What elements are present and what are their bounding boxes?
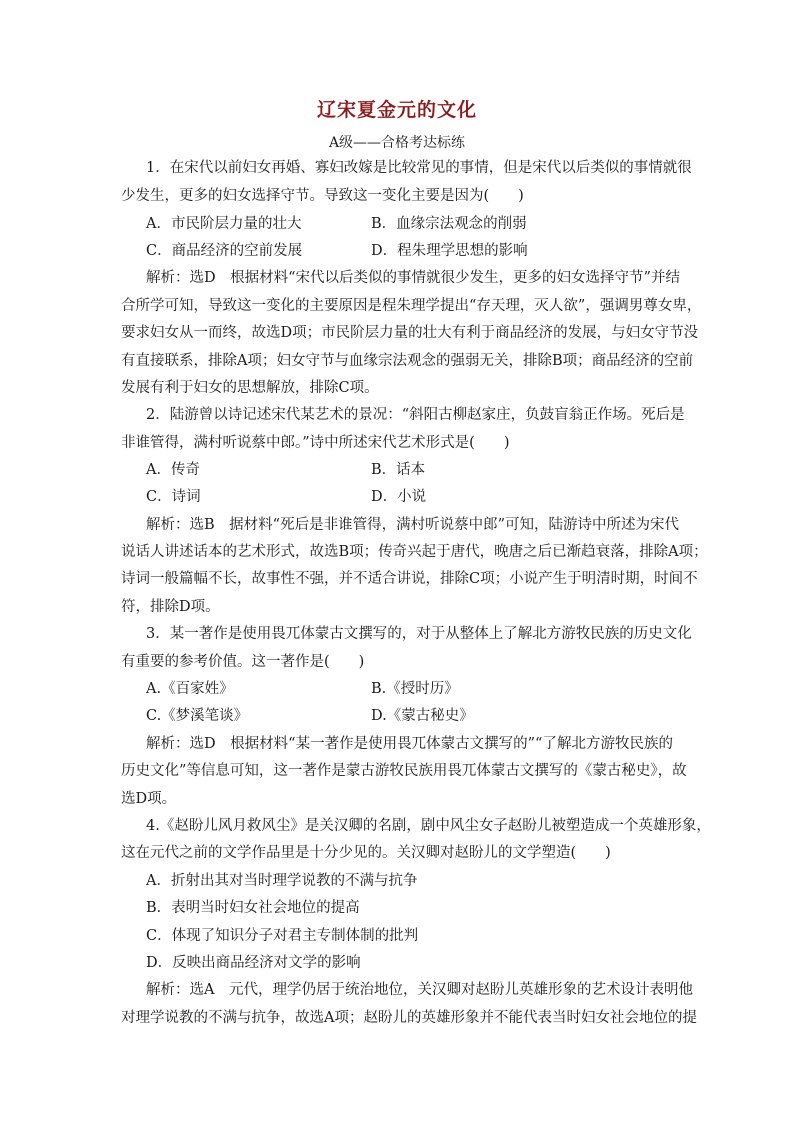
question-3-option-d: D.《蒙古秘史》 xyxy=(371,708,474,724)
question-2-stem-line-2: 非谁管得，满村听说蔡中郎。”诗中所述宋代艺术形式是( ) xyxy=(121,435,510,451)
question-2-analysis-line-3: 诗词一般篇幅不长，故事性不强，并不适合讲说，排除C项；小说产生于明清时期，时间不 xyxy=(121,571,698,587)
question-3-analysis-line-1: 解析：选D 根据材料“某一著作是使用畏兀体蒙古文撰写的”“了解北方游牧民族的 xyxy=(146,736,673,752)
question-2-option-a: A．传奇 xyxy=(146,462,200,478)
question-4-option-a: A．折射出其对当时理学说教的不满与抗争 xyxy=(146,873,418,889)
question-4-option-c: C．体现了知识分子对君主专制体制的批判 xyxy=(146,928,419,944)
section-subtitle: A级——合格考达标练 xyxy=(328,135,466,151)
question-1-option-a: A．市民阶层力量的壮大 xyxy=(146,216,302,232)
question-2-analysis-line-1: 解析：选B 据材料“死后是非谁管得，满村听说蔡中郎”可知，陆游诗中所述为宋代 xyxy=(146,517,679,533)
question-1-stem-line-1: 1．在宋代以前妇女再婚、寡妇改嫁是比较常见的事情，但是宋代以后类似的事情就很 xyxy=(146,160,692,176)
question-1-option-c: C．商品经济的空前发展 xyxy=(146,243,303,259)
question-1-stem-line-2: 少发生，更多的妇女选择守节。导致这一变化主要是因为( ) xyxy=(121,188,524,204)
question-4-stem-line-1: 4.《赵盼儿风月救风尘》是关汉卿的名剧，剧中风尘女子赵盼儿被塑造成一个英雄形象， xyxy=(146,818,711,834)
question-1-option-b: B．血缘宗法观念的削弱 xyxy=(371,216,527,232)
question-1-analysis-line-4: 有直接联系，排除A项；妇女守节与血缘宗法观念的强弱无关，排除B项；商品经济的空前 xyxy=(121,353,694,369)
question-4-analysis-line-1: 解析：选A 元代，理学仍居于统治地位，关汉卿对赵盼儿英雄形象的艺术设计表明他 xyxy=(146,982,693,998)
question-2-stem-line-1: 2．陆游曾以诗记述宋代某艺术的景况：“斜阳古柳赵家庄，负鼓盲翁正作场。死后是 xyxy=(146,407,685,423)
question-1-analysis-line-2: 合所学可知，导致这一变化的主要原因是程朱理学提出“存天理，灭人欲”，强调男尊女卑， xyxy=(121,298,702,314)
question-1-analysis-line-1: 解析：选D 根据材料“宋代以后类似的事情就很少发生，更多的妇女选择守节”并结 xyxy=(146,270,680,286)
question-1-option-d: D．程朱理学思想的影响 xyxy=(371,243,528,259)
question-3-stem-line-1: 3．某一著作是使用畏兀体蒙古文撰写的，对于从整体上了解北方游牧民族的历史文化 xyxy=(146,626,692,642)
question-4-analysis-line-2: 对理学说教的不满与抗争，故选A项；赵盼儿的英雄形象并不能代表当时妇女社会地位的提 xyxy=(121,1010,697,1026)
question-1-analysis-line-3: 要求妇女从一而终，故选D项；市民阶层力量的壮大有利于商品经济的发展，与妇女守节没 xyxy=(121,325,699,341)
question-2-option-d: D．小说 xyxy=(371,489,427,505)
question-4-option-d: D．反映出商品经济对文学的影响 xyxy=(146,955,361,971)
question-3-option-c: C.《梦溪笔谈》 xyxy=(146,708,249,724)
question-2-option-c: C．诗词 xyxy=(146,489,201,505)
question-4-option-b: B．表明当时妇女社会地位的提高 xyxy=(146,900,360,916)
question-3-option-a: A.《百家姓》 xyxy=(146,681,234,697)
question-2-analysis-line-2: 说话人讲述话本的艺术形式，故选B项；传奇兴起于唐代，晚唐之后已渐趋衰落，排除A项； xyxy=(121,544,708,560)
question-3-option-b: B.《授时历》 xyxy=(371,681,459,697)
question-2-option-b: B．话本 xyxy=(371,462,426,478)
question-3-analysis-line-2: 历史文化”等信息可知，这一著作是蒙古游牧民族用畏兀体蒙古文撰写的《蒙古秘史》，故 xyxy=(121,763,687,779)
question-4-stem-line-2: 这在元代之前的文学作品里是十分少见的。关汉卿对赵盼儿的文学塑造( ) xyxy=(121,845,611,861)
question-3-analysis-line-3: 选D项。 xyxy=(121,791,177,807)
question-3-stem-line-2: 有重要的参考价值。这一著作是( ) xyxy=(121,654,365,670)
page-title: 辽宋夏金元的文化 xyxy=(316,99,477,121)
question-2-analysis-line-4: 符，排除D项。 xyxy=(121,599,220,615)
question-1-analysis-line-5: 发展有利于妇女的思想解放，排除C项。 xyxy=(121,380,379,396)
